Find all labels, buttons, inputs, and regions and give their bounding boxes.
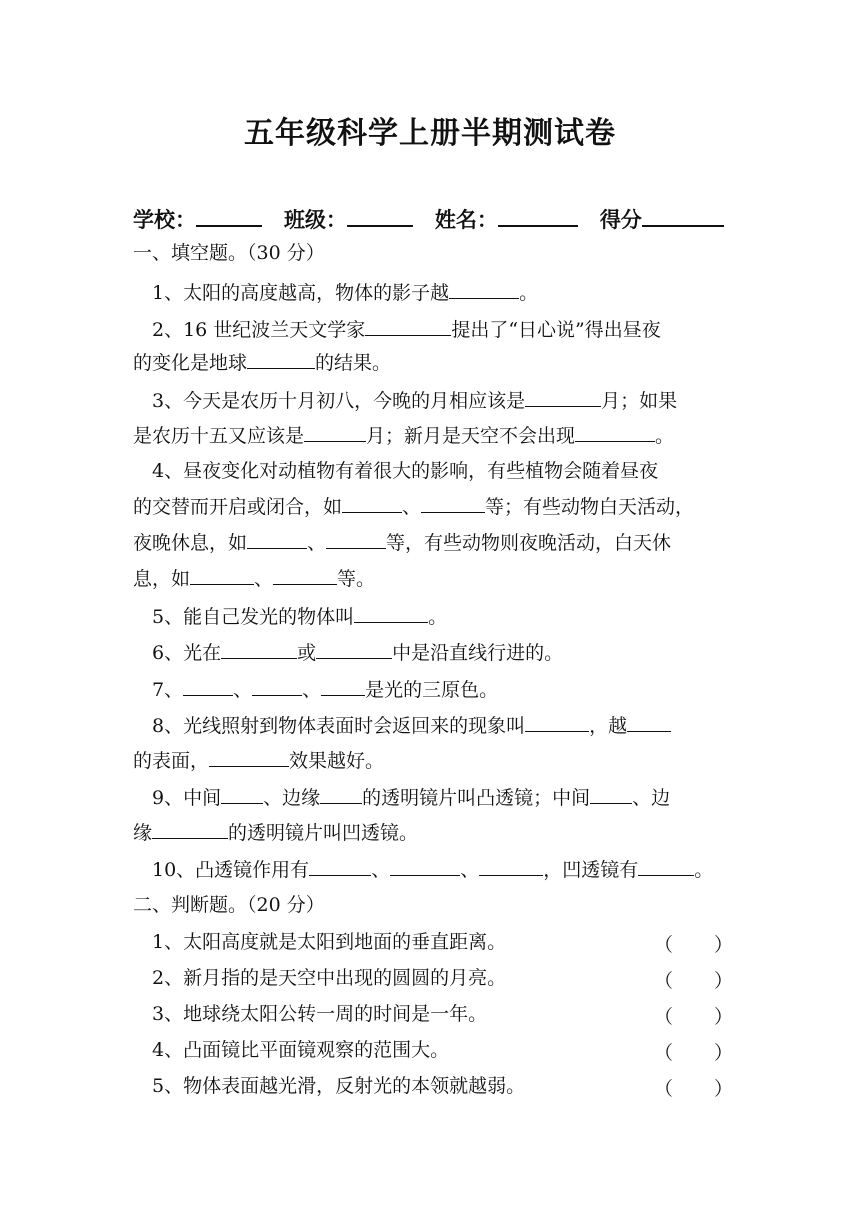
- paren-open: （: [654, 1006, 674, 1028]
- q9-text: 9、中间: [152, 787, 222, 809]
- q8-text: 的表面，: [133, 750, 210, 772]
- paren-open: （: [654, 1078, 674, 1100]
- question-9-line1: [152, 785, 670, 810]
- q4-text: 等；有些动物白天活动，: [485, 496, 695, 518]
- question-3-line1: [152, 388, 677, 413]
- answer-blank[interactable]: [252, 677, 302, 696]
- question-4-line1: 4、昼夜变化对动植物有着很大的影响，有些植物会随着昼夜: [152, 460, 659, 482]
- q3-text: 。: [655, 425, 675, 447]
- paren-open: （: [654, 934, 674, 956]
- answer-blank[interactable]: [326, 530, 386, 549]
- answer-blank[interactable]: [183, 677, 233, 696]
- q6-text: 或: [297, 642, 317, 664]
- q4-text: 等。: [337, 568, 376, 590]
- answer-blank[interactable]: [525, 388, 601, 407]
- answer-blank[interactable]: [209, 748, 289, 767]
- q3-text: 3、今天是农历十月初八，今晚的月相应该是: [152, 390, 526, 412]
- q5-text: 5、能自己发光的物体叫: [152, 606, 355, 628]
- judge-item-2: 2、新月指的是天空中出现的圆圆的月亮。: [152, 967, 507, 989]
- q2-text: 的结果。: [315, 352, 392, 374]
- paren-close: ）: [714, 934, 734, 956]
- paren-open: （: [654, 970, 674, 992]
- question-1: [152, 280, 538, 305]
- section2-heading: 二、判断题。（20 分）: [133, 894, 325, 916]
- q4-text: 、: [307, 532, 327, 554]
- paren-close: ）: [714, 1078, 734, 1100]
- answer-blank[interactable]: [316, 640, 392, 659]
- answer-blank[interactable]: [525, 713, 589, 732]
- judge-item-4: 4、凸面镜比平面镜观察的范围大。: [152, 1039, 450, 1061]
- question-7: [152, 677, 498, 702]
- name-label: 姓名：: [434, 207, 498, 232]
- answer-blank[interactable]: [365, 317, 451, 336]
- answer-blank[interactable]: [320, 785, 362, 804]
- q8-text: 效果越好。: [289, 750, 385, 772]
- answer-blank[interactable]: [638, 857, 694, 876]
- q4-text: 息，如: [133, 568, 191, 590]
- answer-blank[interactable]: [247, 530, 307, 549]
- exam-title: 五年级科学上册半期测试卷: [244, 116, 616, 151]
- question-2-line1: [152, 317, 661, 342]
- q2-text: 的变化是地球: [133, 352, 248, 374]
- q4-text: 、: [402, 496, 422, 518]
- answer-blank[interactable]: [590, 785, 632, 804]
- q2-text: 提出了“日心说”得出昼夜: [451, 319, 661, 341]
- answer-blank[interactable]: [575, 423, 655, 442]
- question-4-line3: [133, 530, 671, 555]
- score-blank[interactable]: [642, 205, 724, 227]
- paren-close: ）: [714, 1042, 734, 1064]
- q1-text: 1、太阳的高度越高，物体的影子越: [152, 282, 450, 304]
- question-8-line2: [133, 748, 384, 773]
- answer-blank[interactable]: [321, 677, 365, 696]
- q3-text: 月；如果: [601, 390, 678, 412]
- question-4-line4: [133, 566, 375, 591]
- answer-blank[interactable]: [449, 280, 519, 299]
- answer-blank[interactable]: [354, 604, 428, 623]
- answer-blank[interactable]: [421, 494, 485, 513]
- answer-blank[interactable]: [390, 857, 460, 876]
- score-label: 得分: [599, 207, 642, 232]
- answer-blank[interactable]: [627, 713, 671, 732]
- question-6: [152, 640, 563, 665]
- q4-text: 夜晚休息，如: [133, 532, 248, 554]
- q9-text: 的透明镜片叫凹透镜。: [228, 822, 419, 844]
- question-8-line1: [152, 713, 671, 738]
- question-2-line2: [133, 350, 391, 375]
- q10-text: ，凹透镜有: [543, 859, 639, 881]
- q10-text: 、: [460, 859, 480, 881]
- q10-text: 10、凸透镜作用有: [152, 859, 310, 881]
- q7-text: 、: [233, 679, 253, 701]
- question-4-line2: [133, 494, 694, 519]
- class-blank[interactable]: [347, 205, 413, 227]
- question-9-line2: [133, 820, 418, 845]
- answer-blank[interactable]: [221, 640, 297, 659]
- q7-text: 7、: [152, 679, 184, 701]
- answer-blank[interactable]: [273, 566, 337, 585]
- school-blank[interactable]: [196, 205, 262, 227]
- q3-text: 月；新月是天空不会出现: [366, 425, 576, 447]
- answer-blank[interactable]: [342, 494, 402, 513]
- q4-text: 等，有些动物则夜晚活动，白天休: [386, 532, 672, 554]
- q2-text: 2、16 世纪波兰天文学家: [152, 319, 366, 341]
- q10-text: 。: [694, 859, 714, 881]
- answer-blank[interactable]: [221, 785, 263, 804]
- question-3-line2: [133, 423, 674, 448]
- q4-text: 、: [254, 568, 274, 590]
- q6-text: 中是沿直线行进的。: [392, 642, 564, 664]
- answer-blank[interactable]: [152, 820, 228, 839]
- judge-item-1: 1、太阳高度就是太阳到地面的垂直距离。: [152, 931, 507, 953]
- paren-close: ）: [714, 1006, 734, 1028]
- q3-text: 是农历十五又应该是: [133, 425, 305, 447]
- q7-text: 是光的三原色。: [365, 679, 499, 701]
- q8-text: ，越: [589, 715, 628, 737]
- q8-text: 8、光线照射到物体表面时会返回来的现象叫: [152, 715, 526, 737]
- answer-blank[interactable]: [309, 857, 371, 876]
- question-5: [152, 604, 447, 629]
- name-blank[interactable]: [498, 205, 578, 227]
- school-label: 学校：: [133, 207, 196, 232]
- q1-text-end: 。: [519, 282, 539, 304]
- question-10: [152, 857, 713, 882]
- q9-text: 、边: [632, 787, 671, 809]
- section1-heading: 一、填空题。（30 分）: [133, 242, 325, 264]
- class-label: 班级：: [283, 207, 347, 232]
- q6-text: 6、光在: [152, 642, 222, 664]
- q9-text: 缘: [133, 822, 153, 844]
- q10-text: 、: [371, 859, 391, 881]
- answer-blank[interactable]: [479, 857, 543, 876]
- answer-blank[interactable]: [304, 423, 366, 442]
- answer-blank[interactable]: [190, 566, 254, 585]
- paren-open: （: [654, 1042, 674, 1064]
- q9-text: 、边缘: [263, 787, 321, 809]
- q5-text: 。: [428, 606, 448, 628]
- q7-text: 、: [302, 679, 322, 701]
- answer-blank[interactable]: [247, 350, 315, 369]
- q4-text: 的交替而开启或闭合，如: [133, 496, 343, 518]
- q9-text: 的透明镜片叫凸透镜；中间: [362, 787, 591, 809]
- paren-close: ）: [714, 970, 734, 992]
- judge-item-3: 3、地球绕太阳公转一周的时间是一年。: [152, 1003, 488, 1025]
- student-info-row: [133, 204, 724, 234]
- judge-item-5: 5、物体表面越光滑，反射光的本领就越弱。: [152, 1075, 526, 1097]
